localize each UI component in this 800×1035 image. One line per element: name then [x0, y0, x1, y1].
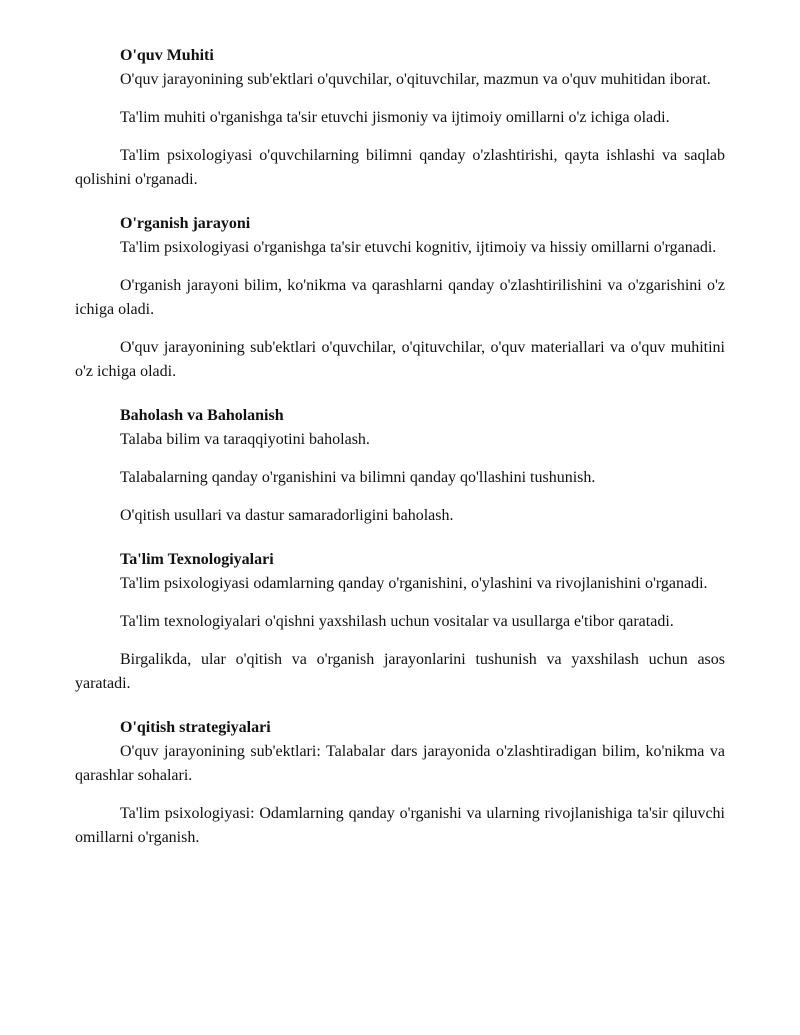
- paragraph: O'quv jarayonining sub'ektlari o'quvchilar, o'qituvchilar, o'quv materiallari va o'quv muhitini o'z ichiga oladi.: [75, 339, 725, 380]
- section-heading: O'qitish strategiyalari: [120, 719, 271, 736]
- paragraph: Ta'lim psixologiyasi o'quvchilarning bilimni qanday o'zlashtirishi, qayta ishlashi va saqlab qolishini o'rganadi.: [75, 147, 725, 188]
- paragraph: O'qitish usullari va dastur samaradorligini baholash.: [120, 507, 454, 524]
- section-heading: Baholash va Baholanish: [120, 407, 284, 424]
- paragraph: O'quv jarayonining sub'ektlari o'quvchilar, o'qituvchilar, mazmun va o'quv muhitidan iborat.: [120, 71, 711, 88]
- paragraph: Ta'lim psixologiyasi o'rganishga ta'sir etuvchi kognitiv, ijtimoiy va hissiy omillarni o'rganadi.: [120, 239, 717, 256]
- paragraph: Talaba bilim va taraqqiyotini baholash.: [120, 431, 370, 448]
- paragraph: Talabalarning qanday o'rganishini va bilimni qanday qo'llashini tushunish.: [120, 469, 596, 486]
- section-oqitish-strategiyalari: [75, 716, 725, 850]
- section-baholash: [75, 404, 725, 528]
- paragraph: O'rganish jarayoni bilim, ko'nikma va qarashlarni qanday o'zlashtirilishini va o'zgarishini o'z ichiga oladi.: [75, 277, 725, 318]
- section-organish-jarayoni: [75, 212, 725, 384]
- paragraph: O'quv jarayonining sub'ektlari: Talabalar dars jarayonida o'zlashtiradigan bilim, ko'nikma va qarashlar sohalari.: [75, 743, 725, 784]
- paragraph: Ta'lim muhiti o'rganishga ta'sir etuvchi jismoniy va ijtimoiy omillarni o'z ichiga oladi.: [120, 109, 670, 126]
- section-heading: Ta'lim Texnologiyalari: [120, 551, 274, 568]
- document-page: [75, 44, 725, 864]
- section-oquv-muhiti: [75, 44, 725, 192]
- paragraph: Ta'lim texnologiyalari o'qishni yaxshilash uchun vositalar va usullarga e'tibor qaratadi.: [120, 613, 674, 630]
- paragraph: Ta'lim psixologiyasi odamlarning qanday o'rganishini, o'ylashini va rivojlanishini o'rganadi.: [120, 575, 708, 592]
- section-talim-texnologiyalari: [75, 548, 725, 696]
- section-heading: O'quv Muhiti: [120, 47, 214, 64]
- paragraph: Birgalikda, ular o'qitish va o'rganish jarayonlarini tushunish va yaxshilash uchun asos yaratadi.: [75, 651, 725, 692]
- paragraph: Ta'lim psixologiyasi: Odamlarning qanday o'rganishi va ularning rivojlanishiga ta'sir qiluvchi omillarni o'rganish.: [75, 805, 725, 846]
- section-heading: O'rganish jarayoni: [120, 215, 251, 232]
